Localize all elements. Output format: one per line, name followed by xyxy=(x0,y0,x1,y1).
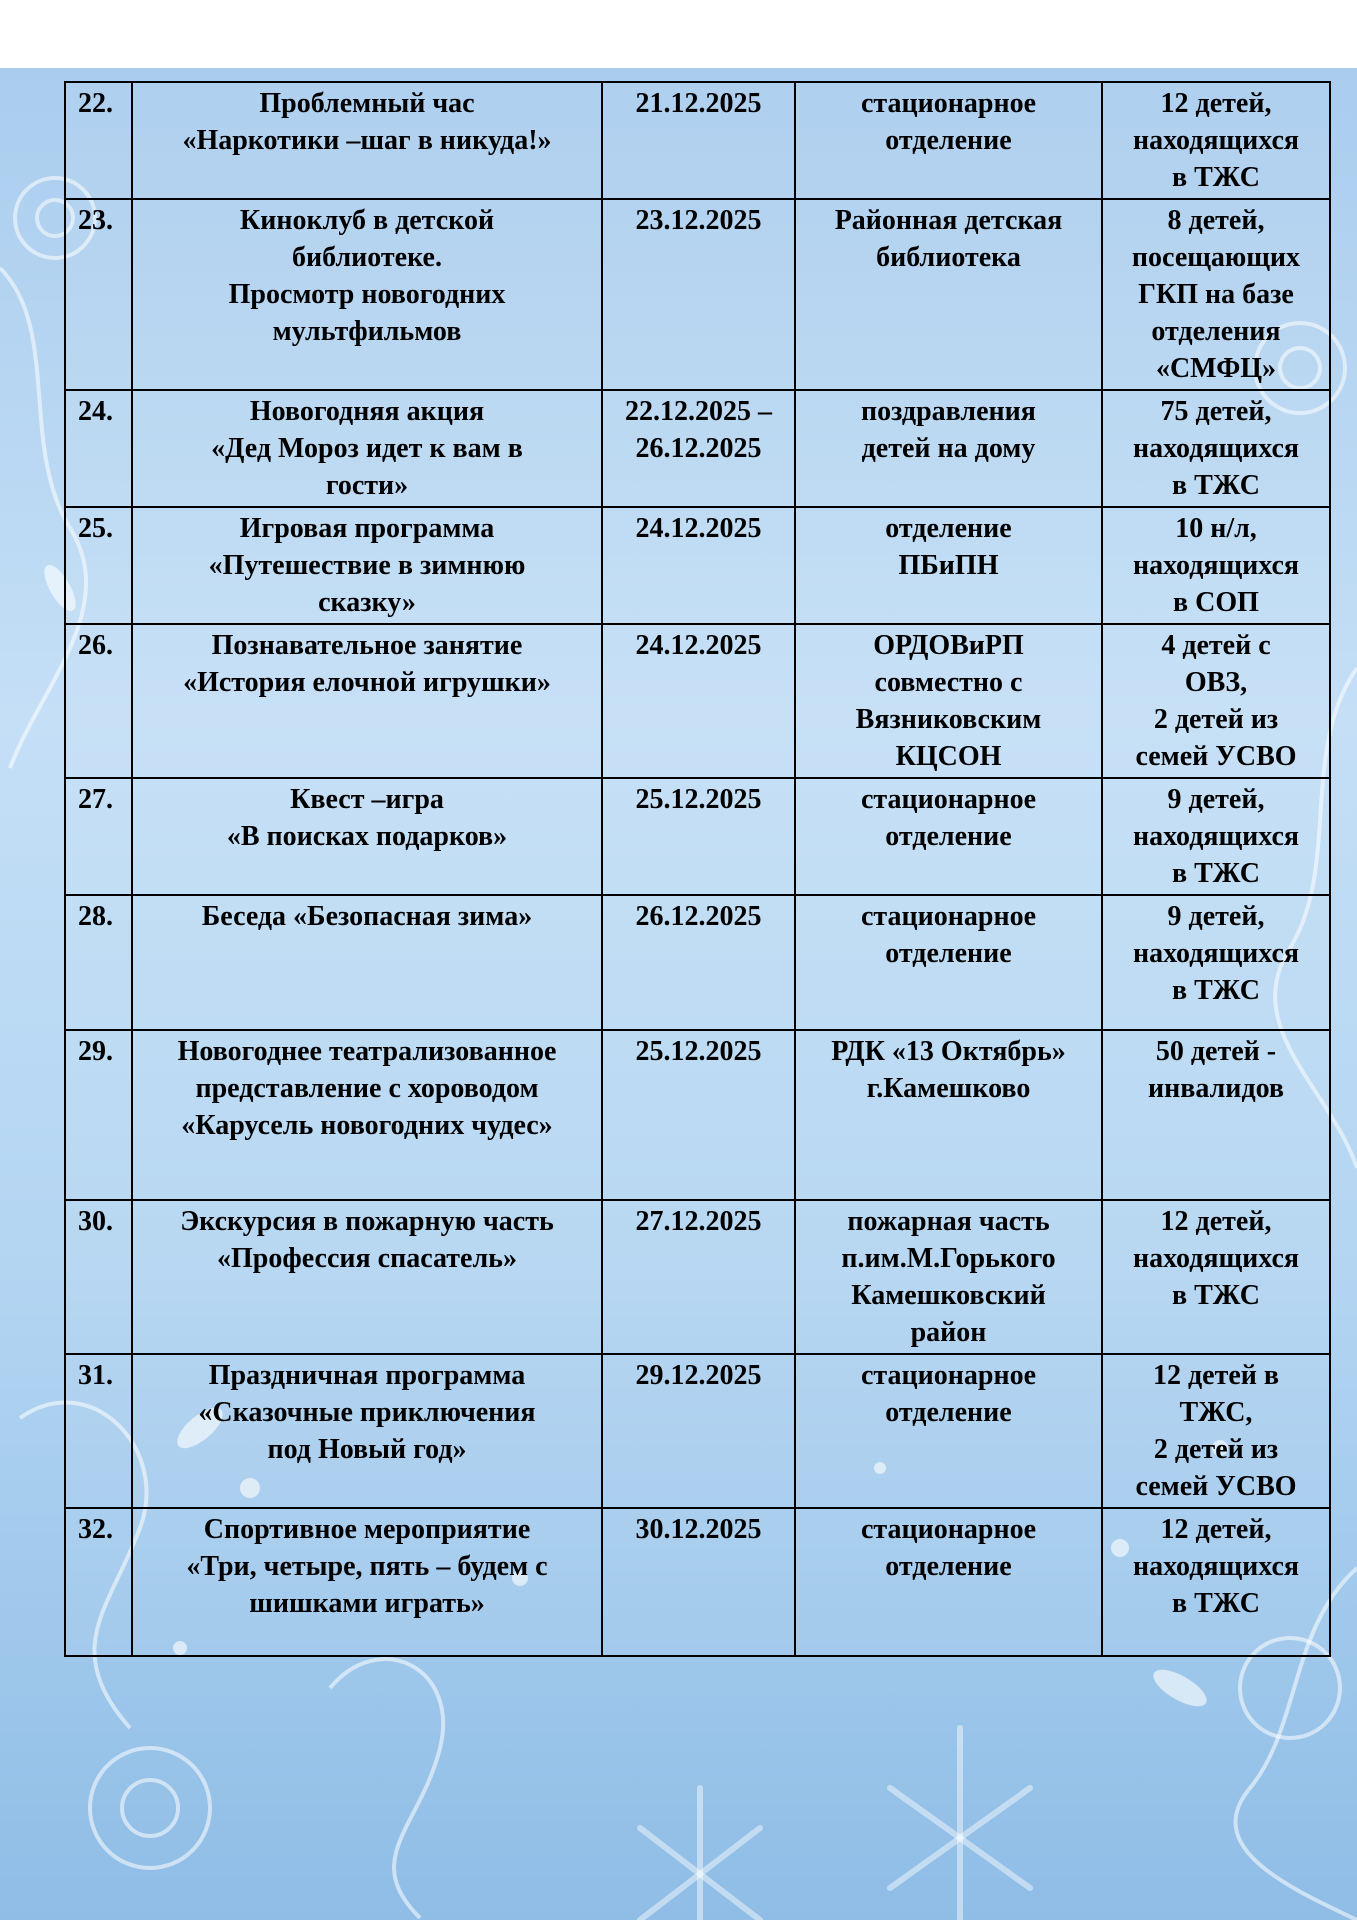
event-date: 26.12.2025 xyxy=(602,895,795,1030)
event-place: РДК «13 Октябрь» г.Камешково xyxy=(795,1030,1102,1200)
table-row xyxy=(65,778,1330,895)
row-number: 24. xyxy=(65,390,132,507)
event-place: стационарное отделение xyxy=(795,895,1102,1030)
table-row xyxy=(65,390,1330,507)
event-title: Беседа «Безопасная зима» xyxy=(132,895,602,1030)
event-date: 23.12.2025 xyxy=(602,199,795,390)
event-participants: 75 детей, находящихся в ТЖС xyxy=(1102,390,1330,507)
event-place: стационарное отделение xyxy=(795,1354,1102,1508)
row-number: 23. xyxy=(65,199,132,390)
event-participants: 12 детей, находящихся в ТЖС xyxy=(1102,1200,1330,1354)
event-title: Праздничная программа «Сказочные приключения под Новый год» xyxy=(132,1354,602,1508)
event-date: 25.12.2025 xyxy=(602,778,795,895)
event-date: 27.12.2025 xyxy=(602,1200,795,1354)
event-date: 30.12.2025 xyxy=(602,1508,795,1656)
event-title: Проблемный час «Наркотики –шаг в никуда!» xyxy=(132,82,602,199)
event-participants: 50 детей - инвалидов xyxy=(1102,1030,1330,1200)
row-number: 27. xyxy=(65,778,132,895)
table-row xyxy=(65,1508,1330,1656)
event-date: 24.12.2025 xyxy=(602,624,795,778)
event-participants: 9 детей, находящихся в ТЖС xyxy=(1102,778,1330,895)
row-number: 31. xyxy=(65,1354,132,1508)
table-row xyxy=(65,507,1330,624)
event-title: Экскурсия в пожарную часть «Профессия спасатель» xyxy=(132,1200,602,1354)
event-participants: 9 детей, находящихся в ТЖС xyxy=(1102,895,1330,1030)
table-row xyxy=(65,1030,1330,1200)
event-participants: 12 детей, находящихся в ТЖС xyxy=(1102,1508,1330,1656)
table-row xyxy=(65,1354,1330,1508)
events-table xyxy=(64,81,1331,1657)
table-row xyxy=(65,199,1330,390)
event-place: стационарное отделение xyxy=(795,82,1102,199)
event-date: 22.12.2025 – 26.12.2025 xyxy=(602,390,795,507)
row-number: 30. xyxy=(65,1200,132,1354)
event-date: 29.12.2025 xyxy=(602,1354,795,1508)
event-participants: 12 детей в ТЖС, 2 детей из семей УСВО xyxy=(1102,1354,1330,1508)
row-number: 26. xyxy=(65,624,132,778)
event-title: Новогоднее театрализованное представление с хороводом «Карусель новогодних чудес» xyxy=(132,1030,602,1200)
event-title: Новогодняя акция «Дед Мороз идет к вам в гости» xyxy=(132,390,602,507)
event-title: Квест –игра «В поисках подарков» xyxy=(132,778,602,895)
row-number: 25. xyxy=(65,507,132,624)
event-title: Игровая программа «Путешествие в зимнюю сказку» xyxy=(132,507,602,624)
table-row xyxy=(65,82,1330,199)
event-place: Районная детская библиотека xyxy=(795,199,1102,390)
event-place: отделение ПБиПН xyxy=(795,507,1102,624)
event-date: 24.12.2025 xyxy=(602,507,795,624)
event-participants: 12 детей, находящихся в ТЖС xyxy=(1102,82,1330,199)
row-number: 32. xyxy=(65,1508,132,1656)
event-place: ОРДОВиРП совместно с Вязниковским КЦСОН xyxy=(795,624,1102,778)
row-number: 29. xyxy=(65,1030,132,1200)
event-participants: 8 детей, посещающих ГКП на базе отделения «СМФЦ» xyxy=(1102,199,1330,390)
table-row xyxy=(65,1200,1330,1354)
event-place: пожарная часть п.им.М.Горького Камешковский район xyxy=(795,1200,1102,1354)
row-number: 22. xyxy=(65,82,132,199)
event-title: Спортивное мероприятие «Три, четыре, пять – будем с шишками играть» xyxy=(132,1508,602,1656)
event-place: стационарное отделение xyxy=(795,1508,1102,1656)
event-title: Познавательное занятие «История елочной игрушки» xyxy=(132,624,602,778)
event-participants: 10 н/л, находящихся в СОП xyxy=(1102,507,1330,624)
table-row xyxy=(65,624,1330,778)
table-row xyxy=(65,895,1330,1030)
event-date: 25.12.2025 xyxy=(602,1030,795,1200)
event-place: поздравления детей на дому xyxy=(795,390,1102,507)
event-place: стационарное отделение xyxy=(795,778,1102,895)
event-date: 21.12.2025 xyxy=(602,82,795,199)
row-number: 28. xyxy=(65,895,132,1030)
event-title: Киноклуб в детской библиотеке. Просмотр новогодних мультфильмов xyxy=(132,199,602,390)
event-participants: 4 детей с ОВЗ, 2 детей из семей УСВО xyxy=(1102,624,1330,778)
